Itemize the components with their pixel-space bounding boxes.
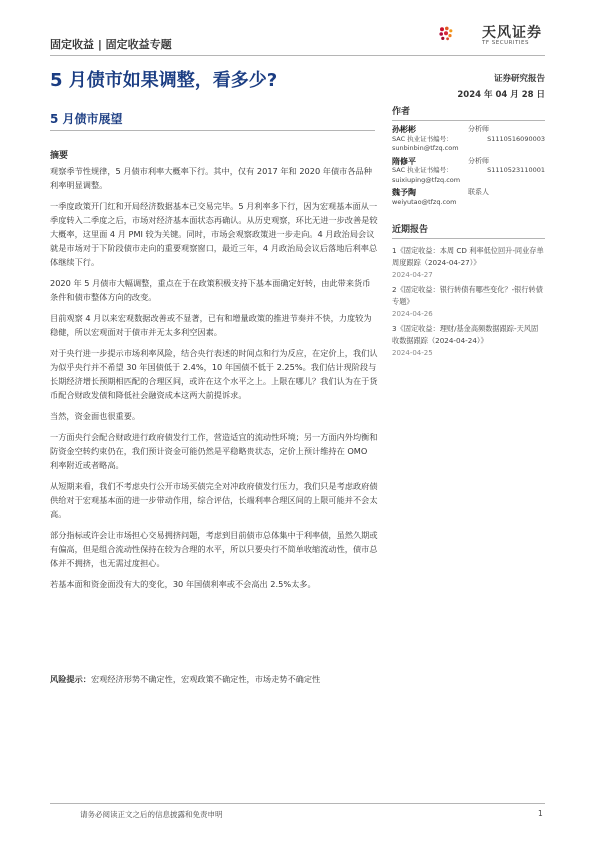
- recent-report-date: 2024-04-26: [392, 310, 433, 318]
- risk-label: 风险提示：: [50, 674, 91, 684]
- recent-report-item[interactable]: [392, 323, 545, 359]
- author-role: 联系人: [468, 188, 489, 196]
- recent-report-title[interactable]: 3《固定收益：理财/基金高频数据跟踪-天风固收数据跟踪（2024-04-24）》: [392, 324, 539, 345]
- recent-rule: [392, 238, 545, 239]
- recent-heading: 近期报告: [392, 225, 429, 235]
- paragraph: 一方面央行会配合财政进行政府债发行工作，营造适宜的流动性环境；另一方面内外均衡和防资金空转约束仍在，我们预计资金可能仍然是平稳略贵状态，定价上预计维持在 OMO 利率附近或者略高。: [50, 432, 378, 470]
- paragraph: 目前观察 4 月以来宏观数据改善或不显著，已有和增量政策的推进节奏并不快，力度较为稳健，所以宏观面对于债市并无太多利空因素。: [50, 313, 372, 337]
- author-role: 分析师: [468, 125, 489, 133]
- abstract-body: [50, 164, 378, 598]
- page-number: 1: [538, 809, 543, 818]
- paragraph: 若基本面和资金面没有大的变化，30 年国债利率或不会高出 2.5%太多。: [50, 579, 316, 589]
- report-type: 证券研究报告: [493, 74, 545, 84]
- author-email[interactable]: weiyutao@tfzq.com: [392, 197, 457, 206]
- paragraph: 对于央行进一步提示市场利率风险，结合央行表述的时间点和行为反应，在定价上，我们认为似乎央行并不希望 30 年国债低于 2.4%，10 年国债不低于 2.25%。我们估计现阶段与长期经济增长预期相匹配的合理区间，或许在这个水平之上。上限在哪儿？我们认为在于货币配合财政发债和降低社会融资成本这两大前提诉求。: [50, 348, 378, 400]
- tf-securities-logo-icon: [438, 14, 482, 54]
- paragraph: 观察季节性规律，5 月债市利率大概率下行。其中，仅有 2017 年和 2020 年债市各品种利率明显调整。: [50, 166, 372, 190]
- recent-report-title[interactable]: 1《固定收益：本周 CD 利率低位回升-同业存单周度跟踪（2024-04-27）》: [392, 246, 544, 267]
- author-entry: [392, 157, 545, 186]
- author-email[interactable]: sunbinbin@tfzq.com: [392, 144, 459, 152]
- cert-label: SAC 执业证书编号：: [392, 166, 453, 174]
- paragraph: 部分指标或许会让市场担心交易拥挤问题，考虑到目前债市总体集中于利率债，虽然久期或有偏高，但是组合流动性保持在较为合理的水平，所以只要央行不简单收缩流动性，债市总体并不拥挤，也无需过度担心。: [50, 530, 378, 568]
- risk-text: 宏观经济形势不确定性，宏观政策不确定性，市场走势不确定性: [90, 674, 321, 684]
- footer-rule: [50, 803, 545, 804]
- recent-report-item[interactable]: [392, 284, 545, 320]
- recent-report-title[interactable]: 2《固定收益：银行转债有哪些变化？-银行转债专题》: [392, 285, 543, 306]
- risk-notice: [50, 672, 378, 686]
- authors-heading: 作者: [392, 107, 411, 117]
- author-entry: [392, 125, 545, 154]
- paragraph: 从短期来看，我们不考虑央行公开市场买债完全对冲政府债发行压力，我们只是考虑政府债供给对于宏观基本面的进一步带动作用，综合评估，长端利率合理区间的上限可能并不会太高。: [50, 481, 378, 519]
- footer-disclaimer: 请务必阅读正文之后的信息披露和免责申明: [80, 810, 223, 819]
- cert-number: S1110523110001: [487, 166, 545, 174]
- paragraph: 当然，资金面也很重要。: [50, 411, 141, 421]
- paragraph: 2020 年 5 月债市大幅调整，重点在于在政策积极支持下基本面确定好转，由此带来货币条件和债市整体方向的改变。: [50, 278, 371, 302]
- author-name: 孙彬彬: [392, 125, 416, 134]
- logo-name: 天风证券: [482, 25, 542, 41]
- cert-label: SAC 执业证书编号：: [392, 134, 453, 143]
- author-email[interactable]: suixiuping@tfzq.com: [392, 175, 461, 184]
- recent-report-date: 2024-04-27: [392, 271, 433, 279]
- cert-number: S1110516090003: [487, 134, 545, 143]
- authors-rule: [392, 120, 545, 121]
- logo-subtitle: TF SECURITIES: [482, 40, 529, 46]
- recent-reports-section: [392, 222, 545, 362]
- report-title: 5 月债市如果调整，看多少?: [50, 70, 278, 91]
- recent-report-item[interactable]: [392, 245, 545, 281]
- author-name: 魏予陶: [392, 188, 416, 197]
- author-role: 分析师: [468, 156, 489, 165]
- paragraph: 一季度政策开门红和开局经济数据基本已交易完毕。5 月利率多下行，因为宏观基本面从一季度转入二季度之后，市场对经济基本面状态再确认。从历史观察，环比无进一步改善是较大概率，这里面 4 月 PMI 较为关键。同时，市场会观察政策进一步走向。4 月政治局会议就是市场对于下阶段债市走向的重要观察窗口，最近三年，4 月政治局会议后落地后利率总体继续下行。: [50, 201, 378, 267]
- authors-section: [392, 104, 545, 210]
- header-rule: [50, 55, 545, 56]
- abstract-heading: 摘要: [50, 151, 69, 161]
- author-name: 隋修平: [392, 156, 416, 166]
- report-subtitle: 5 月债市展望: [50, 112, 123, 126]
- author-entry: [392, 188, 545, 207]
- subtitle-rule: [50, 130, 375, 131]
- report-date: 2024 年 04 月 28 日: [457, 90, 545, 100]
- header-category: 固定收益 | 固定收益专题: [50, 38, 172, 51]
- recent-report-date: 2024-04-25: [392, 349, 433, 357]
